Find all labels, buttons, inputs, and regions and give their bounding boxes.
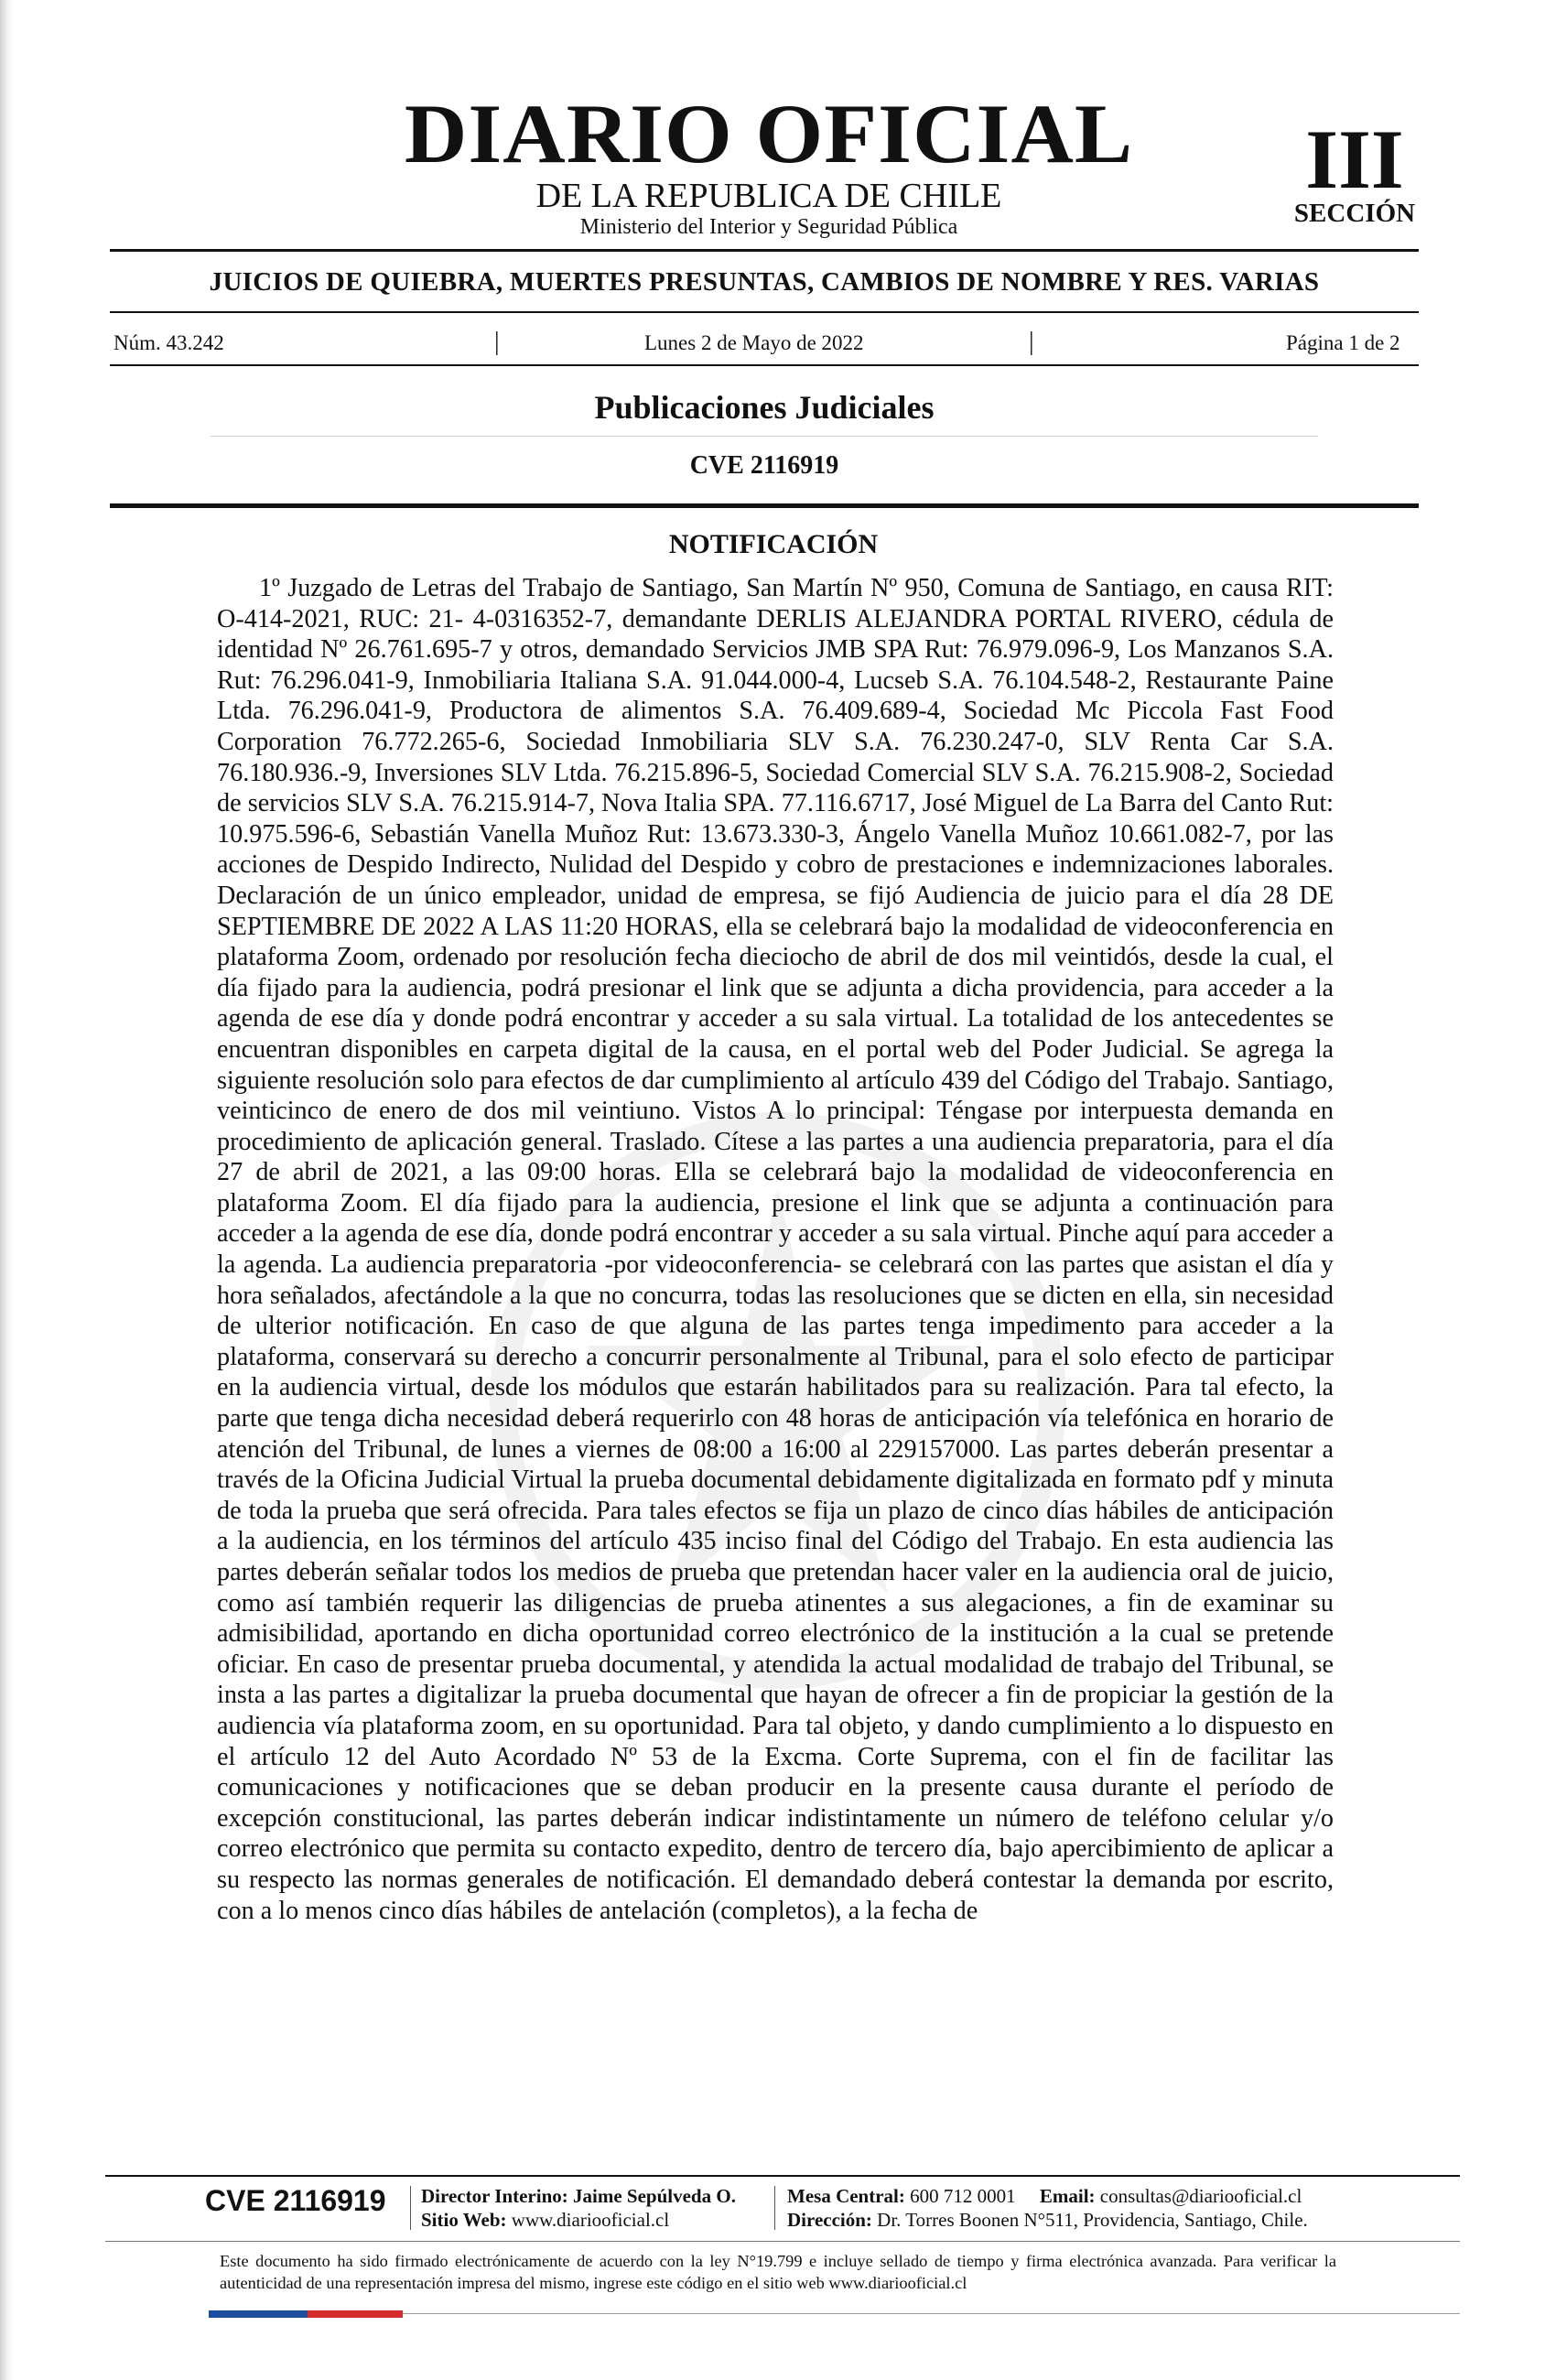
page-edge-shadow — [0, 0, 13, 2380]
footer-contact-block — [787, 2184, 1308, 2232]
notice-title: NOTIFICACIÓN — [668, 529, 879, 559]
category-divider — [211, 436, 1318, 437]
flag-stripe-blue — [209, 2310, 308, 2318]
footer-mid-rule — [105, 2241, 1460, 2242]
email-link[interactable]: consultas@diariooficial.cl — [1099, 2185, 1302, 2207]
masthead-ministry: Ministerio del Interior y Seguridad Pública — [579, 215, 958, 239]
heading-thick-rule — [110, 503, 1419, 508]
publication-cve: CVE 2116919 — [689, 451, 839, 480]
footer-cve: CVE 2116919 — [205, 2184, 386, 2217]
masthead-subtitle: DE LA REPUBLICA DE CHILE — [535, 177, 1002, 215]
subject-rule — [110, 311, 1419, 313]
masthead-title: DIARIO OFICIAL — [404, 87, 1134, 180]
issue-number: Núm. 43.242 — [113, 331, 224, 354]
footer-divider — [410, 2186, 411, 2230]
section-indicator — [1281, 113, 1428, 228]
issue-date: Lunes 2 de Mayo de 2022 — [644, 331, 864, 354]
phone-value: 600 712 0001 — [910, 2185, 1016, 2207]
masthead — [394, 87, 1144, 240]
flag-stripe-red — [308, 2310, 403, 2318]
section-number: III — [1305, 113, 1404, 206]
site-link[interactable]: www.diariooficial.cl — [511, 2209, 670, 2231]
address-label: Dirección: — [787, 2209, 872, 2231]
phone-label: Mesa Central: — [787, 2185, 905, 2207]
footer-divider — [774, 2186, 775, 2230]
section-subject: JUICIOS DE QUIEBRA, MUERTES PRESUNTAS, CAMBIOS DE NOMBRE Y RES. VARIAS — [209, 267, 1320, 297]
footer-director-block — [421, 2184, 736, 2232]
site-label: Sitio Web: — [421, 2209, 507, 2231]
section-label: SECCIÓN — [1293, 199, 1416, 228]
meta-separator: | — [1029, 328, 1034, 356]
footer-top-rule — [105, 2175, 1460, 2177]
director-label: Director Interino: — [421, 2185, 568, 2207]
footer-legal-notice: Este documento ha sido firmado electrónicamente de acuerdo con la ley N°19.799 e incluye sellado de tiempo y firma electrónica avanzada. Para verificar la autenticidad de una representación impresa del mismo, ingrese este código en el sitio web www.diariooficial.cl — [220, 2252, 1336, 2292]
publication-category: Publicaciones Judiciales — [594, 389, 935, 426]
director-name: Jaime Sepúlveda O. — [573, 2185, 736, 2207]
meta-separator: | — [494, 328, 500, 356]
masthead-rule — [110, 249, 1419, 252]
email-label: Email: — [1039, 2185, 1096, 2207]
footer-bottom-rule — [403, 2313, 1460, 2314]
notice-body: 1º Juzgado de Letras del Trabajo de Santiago, San Martín Nº 950, Comuna de Santiago, en causa RIT: O-414-2021, RUC: 21- 4-0316352-7, demandante DERLIS ALEJANDRA PORTAL RIVERO, cédula de identidad Nº 26.761.695-7 y otros, demandado Servicios JMB SPA Rut: 76.979.096-9, Los Manzanos S.A. Rut: 76.296.041-9, Inmobiliaria Italiana S.A. 91.044.000-4, Lucseb S.A. 76.104.548-2, Restaurante Paine Ltda. 76.296.041-9, Productora de alimentos S.A. 76.409.689-4, Sociedad Mc Piccola Fast Food Corporation 76.772.265-6, Sociedad Inmobiliaria SLV S.A. 76.230.247-0, SLV Renta Car S.A. 76.180.936.-9, Inversiones SLV Ltda. 76.215.896-5, Sociedad Comercial SLV S.A. 76.215.908-2, Sociedad de servicios SLV S.A. 76.215.914-7, Nova Italia SPA. 77.116.6717, José Miguel de La Barra del Canto Rut: 10.975.596-6, Sebastián Vanella Muñoz Rut: 13.673.330-3, Ángelo Vanella Muñoz 10.661.082-7, por las acciones de Despido Indirecto, Nulidad del Despido y cobro de prestaciones e indemnizaciones laborales. Declaración de un único empleador, unidad de empresa, se fijó Audiencia de juicio para el día 28 DE SEPTIEMBRE DE 2022 A LAS 11:20 HORAS, ella se celebrará bajo la modalidad de videoconferencia en plataforma Zoom, ordenado por resolución fecha dieciocho de abril de dos mil veintidós, desde la cual, el día fijado para la audiencia, podrá presionar el link que se adjunta a dicha providencia, para acceder a la agenda de ese día y donde podrá encontrar y acceder a su sala virtual. La totalidad de los antecedentes se encuentran disponibles en carpeta digital de la causa, en el portal web del Poder Judicial. Se agrega la siguiente resolución solo para efectos de dar cumplimiento al artículo 439 del Código del Trabajo. Santiago, veinticinco de enero de dos mil veintiuno. Vistos A lo principal: Téngase por interpuesta demanda en procedimiento de aplicación general. Traslado. Cítese a las partes a una audiencia preparatoria, para el día 27 de abril de 2021, a las 09:00 horas. Ella se celebrará bajo la modalidad de videoconferencia en plataforma Zoom. El día fijado para la audiencia, presione el link que se adjunta a continuación para acceder a la agenda de ese día, donde podrá encontrar y acceder a su sala virtual. Pinche aquí para acceder a la agenda. La audiencia preparatoria -por videoconferencia- se celebrará con las partes que asistan el día y hora señalados, afectándole a la que no concurra, todas las resoluciones que se dicten en ella, sin necesidad de ulterior notificación. En caso de que alguna de las partes tenga impedimento para acceder a la plataforma, conservará su derecho a concurrir personalmente al Tribunal, para el solo efecto de participar en la audiencia virtual, desde los módulos que estarán habilitados para su realización. Para tal efecto, la parte que tenga dicha necesidad deberá requerirlo con 48 horas de anticipación vía telefónica en horario de atención del Tribunal, de lunes a viernes de 08:00 a 16:00 al 229157000. Las partes deberán presentar a través de la Oficina Judicial Virtual la prueba documental debidamente digitalizada en formato pdf y minuta de toda la prueba que será ofrecida. Para tales efectos se fija un plazo de cinco días hábiles de anticipación a la audiencia, en los términos del artículo 435 inciso final del Código del Trabajo. En esta audiencia las partes deberán señalar todos los medios de prueba que pretendan hacer valer en la audiencia oral de juicio, como así también requerir las diligencias de prueba atinentes a sus alegaciones, a fin de examinar su admisibilidad, aportando en dicha oportunidad correo electrónico de la institución a la cual se pretende oficiar. En caso de presentar prueba documental, y atendida la actual modalidad de trabajo del Tribunal, se insta a las partes a digitalizar la prueba documental que hayan de ofrecer a fin de propiciar la gestión de la audiencia vía plataforma zoom, en su oportunidad. Para tal objeto, y dando cumplimiento a lo dispuesto en el artículo 12 del Auto Acordado Nº 53 de la Excma. Corte Suprema, con el fin de facilitar las comunicaciones y notificaciones que se deban producir en la presente causa durante el período de excepción constitucional, las partes deberán indicar indistintamente un número de teléfono celular y/o correo electrónico que permita su contacto expedito, dentro de tercero día, bajo apercibimiento de aplicar a su respecto las normas generales de notificación. El demandado deberá contestar la demanda por escrito, con a lo menos cinco días hábiles de antelación (completos), a la fecha de — [217, 574, 1334, 1925]
address-value: Dr. Torres Boonen N°511, Providencia, Santiago, Chile. — [877, 2209, 1308, 2231]
page-indicator: Página 1 de 2 — [1286, 331, 1400, 354]
meta-rule — [110, 364, 1419, 366]
